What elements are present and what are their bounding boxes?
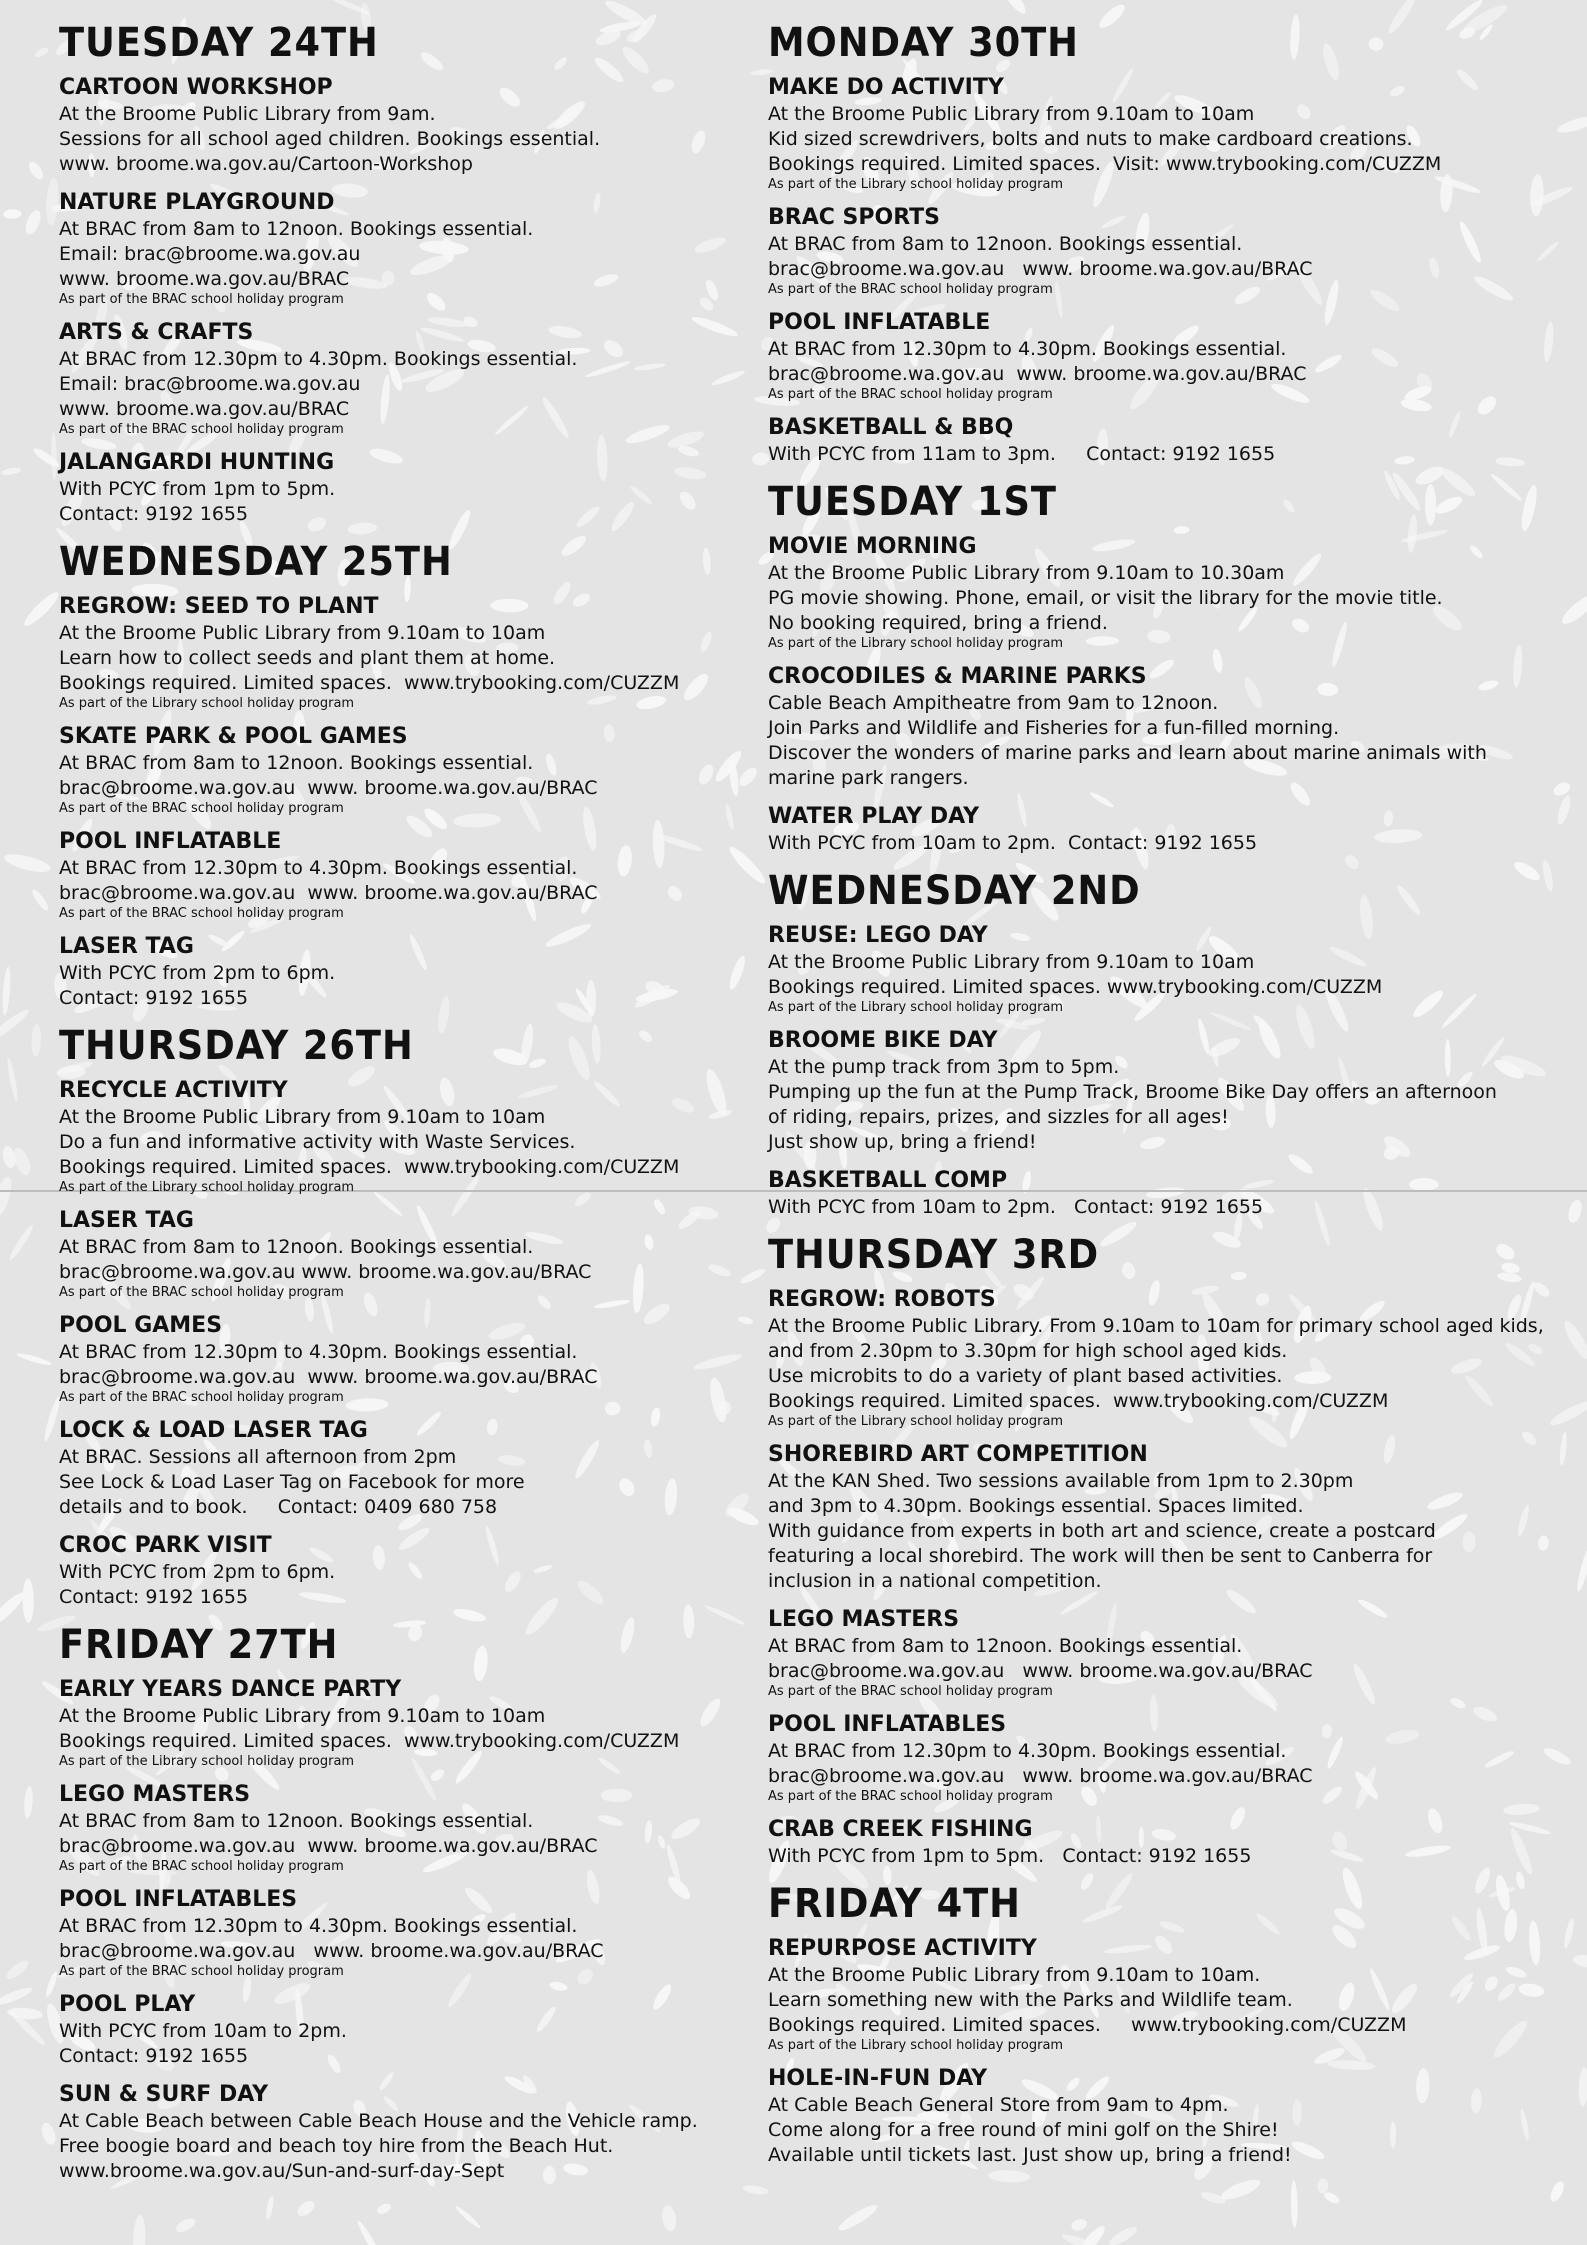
program-note: As part of the BRAC school holiday program (768, 387, 1053, 402)
event-details (59, 102, 749, 177)
day-section (59, 539, 749, 1011)
event-item (768, 2065, 1568, 2168)
event-detail-line: brac@broome.wa.gov.au www. broome.wa.gov.au/BRAC (59, 1366, 598, 1388)
event-title: REUSE: LEGO DAY (768, 923, 988, 948)
event-detail-line: brac@broome.wa.gov.au www. broome.wa.gov.au/BRAC (768, 258, 1313, 280)
event-detail-line: At BRAC from 12.30pm to 4.30pm. Bookings essential. (768, 338, 1287, 360)
event-detail-line: At BRAC from 8am to 12noon. Bookings essential. (59, 1810, 534, 1832)
event-detail-line: brac@broome.wa.gov.au www. broome.wa.gov.au/BRAC (768, 1660, 1313, 1682)
event-item (59, 1676, 749, 1769)
event-detail-line: of riding, repairs, prizes, and sizzles for all ages! (768, 1106, 1229, 1128)
program-note: As part of the Library school holiday program (768, 636, 1064, 651)
event-title: SKATE PARK & POOL GAMES (59, 724, 408, 749)
event-detail-line: featuring a local shorebird. The work will then be sent to Canberra for (768, 1545, 1433, 1567)
event-details (768, 561, 1568, 636)
event-title: POOL INFLATABLE (59, 829, 282, 854)
event-title: SHOREBIRD ART COMPETITION (768, 1442, 1148, 1467)
event-detail-line: At the Broome Public Library from 9am. (59, 103, 436, 125)
event-detail-line: At BRAC. Sessions all afternoon from 2pm (59, 1446, 457, 1468)
event-detail-line: At the pump track from 3pm to 5pm. (768, 1056, 1120, 1078)
event-title: CRAB CREEK FISHING (768, 1817, 1033, 1842)
event-title: REPURPOSE ACTIVITY (768, 1936, 1037, 1961)
day-section (59, 20, 749, 527)
event-detail-line: With PCYC from 10am to 2pm. Contact: 9192 1655 (768, 832, 1258, 854)
event-title: EARLY YEARS DANCE PARTY (59, 1677, 402, 1702)
event-detail-line: Bookings required. Limited spaces. www.trybooking.com/CUZZM (59, 1156, 680, 1178)
day-heading: THURSDAY 3RD (768, 1232, 1100, 1278)
event-title: LEGO MASTERS (59, 1782, 251, 1807)
event-title: POOL PLAY (59, 1992, 196, 2017)
event-detail-line: Cable Beach Ampitheatre from 9am to 12noon. (768, 692, 1219, 714)
program-note: As part of the Library school holiday program (59, 1754, 355, 1769)
event-detail-line: Bookings required. Limited spaces. www.trybooking.com/CUZZM (59, 672, 680, 694)
event-detail-line: At Cable Beach General Store from 9am to 4pm. (768, 2094, 1229, 2116)
event-item (768, 1711, 1568, 1804)
event-detail-line: Email: brac@broome.wa.gov.au (59, 243, 361, 265)
event-details (768, 1739, 1568, 1789)
event-detail-line: Bookings required. Limited spaces. www.trybooking.com/CUZZM (768, 1390, 1389, 1412)
day-heading: TUESDAY 1ST (768, 479, 1057, 525)
event-item (59, 189, 749, 307)
event-item (768, 1441, 1568, 1594)
event-title: CARTOON WORKSHOP (59, 75, 333, 100)
event-details (59, 2019, 749, 2069)
event-detail-line: At Cable Beach between Cable Beach House and the Vehicle ramp. (59, 2110, 698, 2132)
day-section (768, 868, 1568, 1220)
event-detail-line: At BRAC from 8am to 12noon. Bookings essential. (768, 233, 1243, 255)
bg-squiggle (30, 888, 50, 912)
event-detail-line: and 3pm to 4.30pm. Bookings essential. Spaces limited. (768, 1495, 1304, 1517)
bg-squiggle (3, 851, 53, 876)
bg-squiggle (1219, 2176, 1263, 2204)
event-item (59, 1312, 749, 1405)
event-detail-line: Free boogie board and beach toy hire from the Beach Hut. (59, 2135, 614, 2157)
event-details (59, 1235, 749, 1285)
bg-squiggle (1070, 2217, 1089, 2232)
event-item (59, 1781, 749, 1874)
day-heading: WEDNESDAY 2ND (768, 868, 1141, 914)
event-detail-line: Use microbits to do a variety of plant based activities. (768, 1365, 1283, 1387)
event-detail-line: At BRAC from 8am to 12noon. Bookings essential. (59, 752, 534, 774)
event-detail-line: See Lock & Load Laser Tag on Facebook for more (59, 1471, 525, 1493)
event-detail-line: With PCYC from 10am to 2pm. (59, 2020, 347, 2042)
event-detail-line: With PCYC from 11am to 3pm. Contact: 9192 1655 (768, 443, 1276, 465)
event-detail-line: Pumping up the fun at the Pump Track, Broome Bike Day offers an afternoon (768, 1081, 1497, 1103)
bg-squiggle (375, 2202, 392, 2216)
event-detail-line: At BRAC from 12.30pm to 4.30pm. Bookings essential. (59, 1341, 578, 1363)
program-note: As part of the Library school holiday program (59, 696, 355, 711)
program-note: As part of the BRAC school holiday program (768, 282, 1053, 297)
event-detail-line: Bookings required. Limited spaces. www.trybooking.com/CUZZM (768, 976, 1383, 998)
event-detail-line: Learn something new with the Parks and Wildlife team. (768, 1989, 1293, 2011)
program-note: As part of the Library school holiday program (59, 1180, 355, 1195)
day-heading: TUESDAY 24TH (59, 20, 379, 66)
event-details (768, 950, 1568, 1000)
event-detail-line: brac@broome.wa.gov.au www. broome.wa.gov.au/BRAC (768, 1765, 1313, 1787)
event-item (768, 1606, 1568, 1699)
event-details (768, 102, 1568, 177)
program-note: As part of the BRAC school holiday program (59, 1859, 344, 1874)
event-item (59, 828, 749, 921)
event-detail-line: With guidance from experts in both art and science, create a postcard (768, 1520, 1436, 1542)
event-detail-line: Bookings required. Limited spaces. www.trybooking.com/CUZZM (768, 2014, 1407, 2036)
event-item (59, 1077, 749, 1195)
event-details (59, 477, 749, 527)
bg-squiggle (1317, 2178, 1328, 2193)
event-title: ARTS & CRAFTS (59, 320, 254, 345)
event-detail-line: At BRAC from 12.30pm to 4.30pm. Bookings essential. (59, 348, 578, 370)
bg-squiggle (660, 2204, 678, 2232)
event-detail-line: At BRAC from 8am to 12noon. Bookings essential. (768, 1635, 1243, 1657)
bg-squiggle (1548, 2179, 1567, 2203)
event-detail-line: Sessions for all school aged children. Bookings essential. (59, 128, 601, 150)
event-detail-line: PG movie showing. Phone, email, or visit the library for the movie title. (768, 587, 1443, 609)
program-note: As part of the BRAC school holiday program (59, 801, 344, 816)
bg-squiggle (1566, 1198, 1584, 1224)
event-item (59, 1991, 749, 2069)
event-details (768, 1634, 1568, 1684)
event-item (59, 319, 749, 437)
event-title: MAKE DO ACTIVITY (768, 75, 1004, 100)
event-detail-line: Contact: 9192 1655 (59, 503, 249, 525)
bg-squiggle (355, 2219, 385, 2245)
event-item (59, 933, 749, 1011)
event-item (59, 1207, 749, 1300)
event-title: CROCODILES & MARINE PARKS (768, 664, 1147, 689)
event-title: RECYCLE ACTIVITY (59, 1078, 288, 1103)
event-title: POOL INFLATABLE (768, 310, 991, 335)
event-title: BASKETBALL & BBQ (768, 415, 1014, 440)
day-heading: MONDAY 30TH (768, 20, 1079, 66)
event-item (59, 1532, 749, 1610)
event-title: LEGO MASTERS (768, 1607, 960, 1632)
program-note: As part of the BRAC school holiday program (59, 292, 344, 307)
event-details (768, 337, 1568, 387)
bg-squiggle (7, 2006, 44, 2020)
event-details (768, 1055, 1568, 1155)
day-heading: FRIDAY 4TH (768, 1881, 1021, 1927)
event-item (59, 2081, 749, 2184)
event-detail-line: inclusion in a national competition. (768, 1570, 1102, 1592)
event-detail-line: Available until tickets last. Just show up, bring a friend! (768, 2144, 1292, 2166)
bg-squiggle (44, 1971, 59, 1998)
event-detail-line: www.broome.wa.gov.au/Sun-and-surf-day-Sept (59, 2160, 505, 2182)
event-details (59, 1105, 749, 1180)
bg-squiggle (23, 1786, 34, 1819)
event-details (768, 1469, 1568, 1594)
event-item (768, 1027, 1568, 1155)
event-detail-line: At the Broome Public Library from 9.10am to 10am (59, 1705, 546, 1727)
program-note: As part of the BRAC school holiday program (59, 1285, 344, 1300)
event-title: POOL INFLATABLES (768, 1712, 1007, 1737)
event-detail-line: At the Broome Public Library from 9.10am to 10am. (768, 1964, 1261, 1986)
event-detail-line: Do a fun and informative activity with Waste Services. (59, 1131, 576, 1153)
event-details (768, 2093, 1568, 2168)
event-item (768, 922, 1568, 1015)
bg-squiggle (174, 2216, 197, 2235)
bg-squiggle (133, 2215, 146, 2245)
event-detail-line: brac@broome.wa.gov.au www. broome.wa.gov.au/BRAC (59, 777, 598, 799)
event-detail-line: At the Broome Public Library from 9.10am to 10am (59, 622, 546, 644)
program-note: As part of the BRAC school holiday program (59, 906, 344, 921)
event-details (768, 1844, 1568, 1869)
event-item (768, 414, 1568, 467)
event-detail-line: Bookings required. Limited spaces. Visit: www.trybooking.com/CUZZM (768, 153, 1442, 175)
bg-squiggle (3, 209, 22, 220)
day-section (59, 1023, 749, 1610)
bg-squiggle (21, 589, 62, 630)
event-detail-line: Just show up, bring a friend! (768, 1131, 1037, 1153)
event-details (59, 1809, 749, 1859)
bg-squiggle (1572, 1953, 1587, 1970)
event-detail-line: At BRAC from 8am to 12noon. Bookings essential. (59, 218, 534, 240)
event-details (768, 1963, 1568, 2038)
event-detail-line: No booking required, bring a friend. (768, 612, 1108, 634)
event-detail-line: At the Broome Public Library from 9.10am to 10am (768, 951, 1255, 973)
event-item (768, 309, 1568, 402)
program-note: As part of the BRAC school holiday program (768, 1684, 1053, 1699)
event-detail-line: With PCYC from 10am to 2pm. Contact: 9192 1655 (768, 1196, 1264, 1218)
bg-squiggle (33, 46, 50, 59)
event-detail-line: brac@broome.wa.gov.au www. broome.wa.gov.au/BRAC (59, 1261, 592, 1283)
event-item (768, 204, 1568, 297)
event-detail-line: At the Broome Public Library from 9.10am to 10.30am (768, 562, 1285, 584)
event-detail-line: brac@broome.wa.gov.au www. broome.wa.gov.au/BRAC (59, 1940, 604, 1962)
program-note: As part of the BRAC school holiday program (768, 1789, 1053, 1804)
event-detail-line: At BRAC from 12.30pm to 4.30pm. Bookings essential. (59, 1915, 578, 1937)
day-heading: FRIDAY 27TH (59, 1622, 339, 1668)
bg-squiggle (51, 432, 58, 480)
event-detail-line: Contact: 9192 1655 (59, 987, 249, 1009)
event-detail-line: brac@broome.wa.gov.au www. broome.wa.gov.au/BRAC (768, 363, 1307, 385)
event-detail-line: At the Broome Public Library. From 9.10am to 10am for primary school aged kids, (768, 1315, 1544, 1337)
event-title: BASKETBALL COMP (768, 1168, 1008, 1193)
event-title: SUN & SURF DAY (59, 2082, 269, 2107)
event-detail-line: www. broome.wa.gov.au/Cartoon-Workshop (59, 153, 473, 175)
program-note: As part of the Library school holiday program (768, 1414, 1064, 1429)
bg-squiggle (7, 1223, 35, 1262)
event-title: POOL GAMES (59, 1313, 223, 1338)
event-item (768, 803, 1568, 856)
day-heading: WEDNESDAY 25TH (59, 539, 453, 585)
bg-squiggle (836, 2201, 880, 2234)
program-note: As part of the Library school holiday program (768, 177, 1064, 192)
event-detail-line: At the Broome Public Library from 9.10am to 10am (59, 1106, 546, 1128)
event-detail-line: www. broome.wa.gov.au/BRAC (59, 268, 350, 290)
bg-squiggle (1, 467, 22, 477)
bg-squiggle (22, 1578, 34, 1623)
event-title: NATURE PLAYGROUND (59, 190, 335, 215)
event-detail-line: Learn how to collect seeds and plant them at home. (59, 647, 556, 669)
bg-squiggle (1107, 2224, 1140, 2245)
bg-squiggle (26, 159, 46, 181)
event-item (768, 533, 1568, 651)
bg-squiggle (295, 2198, 317, 2219)
event-item (768, 74, 1568, 192)
event-detail-line: www. broome.wa.gov.au/BRAC (59, 398, 350, 420)
event-detail-line: With PCYC from 1pm to 5pm. Contact: 9192 1655 (768, 1845, 1252, 1867)
bg-squiggle (4, 1958, 31, 1982)
event-detail-line: Bookings required. Limited spaces. www.trybooking.com/CUZZM (59, 1730, 680, 1752)
program-note: As part of the Library school holiday program (768, 1000, 1064, 1015)
event-detail-line: and from 2.30pm to 3.30pm for high school aged kids. (768, 1340, 1288, 1362)
event-detail-line: At the KAN Shed. Two sessions available from 1pm to 2.30pm (768, 1470, 1354, 1492)
right-column (768, 14, 1568, 2180)
event-title: REGROW: ROBOTS (768, 1287, 996, 1312)
event-detail-line: At BRAC from 12.30pm to 4.30pm. Bookings essential. (59, 857, 578, 879)
event-details (59, 217, 749, 292)
event-title: BROOME BIKE DAY (768, 1028, 998, 1053)
event-title: BRAC SPORTS (768, 205, 941, 230)
event-detail-line: Come along for a free round of mini golf on the Shire! (768, 2119, 1279, 2141)
event-detail-line: With PCYC from 1pm to 5pm. (59, 478, 336, 500)
day-heading: THURSDAY 26TH (59, 1023, 414, 1069)
event-item (59, 1886, 749, 1979)
event-detail-line: brac@broome.wa.gov.au www. broome.wa.gov.au/BRAC (59, 882, 598, 904)
event-item (59, 593, 749, 711)
event-details (59, 1560, 749, 1610)
event-detail-line: With PCYC from 2pm to 6pm. (59, 962, 336, 984)
day-section (768, 1232, 1568, 1869)
event-details (768, 1314, 1568, 1414)
day-section (59, 1622, 749, 2184)
event-details (768, 831, 1568, 856)
event-title: JALANGARDI HUNTING (59, 450, 335, 475)
event-detail-line: Contact: 9192 1655 (59, 1586, 249, 1608)
bg-squiggle (454, 2205, 482, 2230)
bg-squiggle (1290, 2180, 1297, 2228)
left-column (59, 14, 749, 2196)
event-title: LASER TAG (59, 934, 194, 959)
event-detail-line: Email: brac@broome.wa.gov.au (59, 373, 361, 395)
bg-squiggle (0, 1985, 34, 2008)
event-details (768, 1195, 1568, 1220)
bg-squiggle (1575, 1544, 1587, 1593)
bg-squiggle (1, 966, 12, 1016)
event-detail-line: Discover the wonders of marine parks and learn about marine animals with (768, 742, 1487, 764)
event-details (59, 347, 749, 422)
bg-squiggle (31, 1024, 42, 1058)
event-detail-line: At the Broome Public Library from 9.10am to 10am (768, 103, 1255, 125)
day-section (768, 20, 1568, 467)
program-note: As part of the BRAC school holiday program (59, 1964, 344, 1979)
event-item (768, 1935, 1568, 2053)
bg-squiggle (23, 208, 44, 236)
bg-squiggle (1578, 2067, 1587, 2106)
event-detail-line: Kid sized screwdrivers, bolts and nuts to make cardboard creations. (768, 128, 1413, 150)
bg-squiggle (6, 1057, 20, 1102)
event-details (59, 856, 749, 906)
event-detail-line: Contact: 9192 1655 (59, 2045, 249, 2067)
event-title: HOLE-IN-FUN DAY (768, 2066, 988, 2091)
event-detail-line: At BRAC from 12.30pm to 4.30pm. Bookings essential. (768, 1740, 1287, 1762)
event-details (59, 1914, 749, 1964)
event-item (768, 663, 1568, 791)
event-detail-line: At BRAC from 8am to 12noon. Bookings essential. (59, 1236, 534, 1258)
bg-squiggle (0, 1175, 15, 1218)
day-section (768, 479, 1568, 856)
bg-squiggle (16, 1351, 52, 1366)
event-title: CROC PARK VISIT (59, 1533, 272, 1558)
bg-squiggle (265, 2195, 275, 2219)
day-section (768, 1881, 1568, 2168)
event-detail-line: details and to book. Contact: 0409 680 758 (59, 1496, 498, 1518)
event-title: REGROW: SEED TO PLANT (59, 594, 379, 619)
event-item (768, 1816, 1568, 1869)
event-details (768, 691, 1568, 791)
event-title: LASER TAG (59, 1208, 194, 1233)
event-details (59, 1704, 749, 1754)
event-detail-line: marine park rangers. (768, 767, 969, 789)
event-item (768, 1167, 1568, 1220)
event-details (59, 2109, 749, 2184)
event-details (59, 751, 749, 801)
event-details (768, 232, 1568, 282)
event-details (59, 621, 749, 696)
program-note: As part of the BRAC school holiday program (59, 1390, 344, 1405)
event-title: MOVIE MORNING (768, 534, 977, 559)
event-title: POOL INFLATABLES (59, 1887, 298, 1912)
event-details (59, 961, 749, 1011)
bg-squiggle (45, 177, 60, 225)
event-detail-line: With PCYC from 2pm to 6pm. (59, 1561, 336, 1583)
event-title: LOCK & LOAD LASER TAG (59, 1418, 368, 1443)
program-note: As part of the Library school holiday program (768, 2038, 1064, 2053)
event-item (768, 1286, 1568, 1429)
event-detail-line: brac@broome.wa.gov.au www. broome.wa.gov.au/BRAC (59, 1835, 598, 1857)
event-details (768, 442, 1568, 467)
event-item (59, 723, 749, 816)
event-details (59, 1445, 749, 1520)
event-details (59, 1340, 749, 1390)
program-note: As part of the BRAC school holiday program (59, 422, 344, 437)
bg-squiggle (39, 2121, 58, 2147)
event-title: WATER PLAY DAY (768, 804, 979, 829)
event-item (59, 74, 749, 177)
event-detail-line: Join Parks and Wildlife and Fisheries for a fun-filled morning. (768, 717, 1340, 739)
event-item (59, 1417, 749, 1520)
event-item (59, 449, 749, 527)
